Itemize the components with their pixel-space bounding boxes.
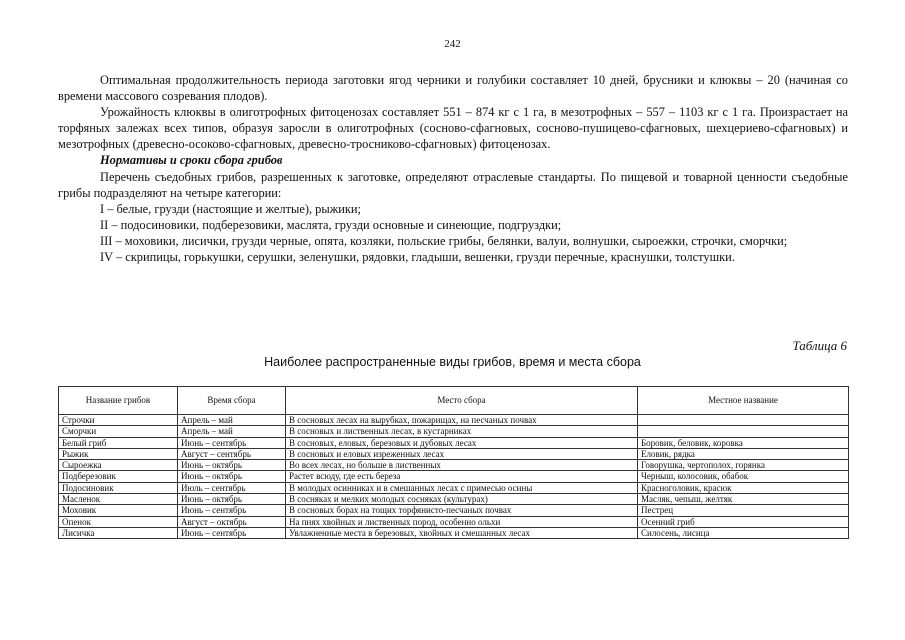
category-4: IV – скрипицы, горькушки, серушки, зеленушки, рядовки, гладыши, вешенки, грузди перечные, краснушки, толстушки. [100,250,735,265]
cell-name: Подосиновик [59,482,178,493]
cell-place: В сосновых лесах на вырубках, пожарищах, на песчаных почвах [286,415,638,426]
table-row [59,426,849,437]
cell-name: Строчки [59,415,178,426]
cell-time: Июнь – сентябрь [178,505,286,516]
table-row [59,460,849,471]
cell-time: Июнь – октябрь [178,471,286,482]
table-row [59,494,849,505]
header-time: Время сбора [178,387,286,415]
cell-name: Масленок [59,494,178,505]
table-row [59,505,849,516]
cell-place: На пнях хвойных и лиственных пород, особенно ольхи [286,516,638,527]
cell-local-name: Пестрец [638,505,849,516]
cell-place: В сосняках и мелких молодых сосняках (культурах) [286,494,638,505]
table-row [59,482,849,493]
table-title: Наиболее распространенные виды грибов, время и места сбора [264,355,641,369]
section-heading: Нормативы и сроки сбора грибов [100,153,283,168]
table-row [59,448,849,459]
cell-time: Июнь – октябрь [178,460,286,471]
table-row [59,527,849,538]
cell-time: Август – октябрь [178,516,286,527]
cell-local-name: Силосень, лисица [638,527,849,538]
table-caption: Таблица 6 [792,338,847,353]
cell-local-name: Боровик, беловик, коровка [638,437,849,448]
cell-place: Увлажненные места в березовых, хвойных и смешанных лесах [286,527,638,538]
cell-local-name: Осенний гриб [638,516,849,527]
cell-local-name: Говорушка, чертополох, горянка [638,460,849,471]
table-row [59,516,849,527]
header-name: Название грибов [59,387,178,415]
cell-local-name [638,426,849,437]
table-header-row [59,387,849,415]
cell-name: Подберезовик [59,471,178,482]
table-row [59,437,849,448]
category-2: II – подосиновики, подберезовики, маслята, грузди основные и синеющие, подгруздки; [100,217,562,232]
cell-name: Опенок [59,516,178,527]
cell-local-name: Масляк, чепыш, желтяк [638,494,849,505]
cell-name: Моховик [59,505,178,516]
cell-place: В сосновых и лиственных лесах, в кустарниках [286,426,638,437]
cell-time: Апрель – май [178,415,286,426]
cell-place: В сосновых борах на тощих торфянисто-песчаных почвах [286,505,638,516]
header-place: Место сбора [286,387,638,415]
cell-place: Растет всюду, где есть береза [286,471,638,482]
cell-local-name: Черныш, колосовик, обабок [638,471,849,482]
cell-name: Лисичка [59,527,178,538]
cell-name: Сыроежка [59,460,178,471]
cell-time: Июль – сентябрь [178,482,286,493]
paragraph-mushroom-categories-intro: Перечень съедобных грибов, разрешенных к заготовке, определяют отраслевые стандарты. По пищевой и товарной ценности съедобные грибы подразделяют на четыре категории: [58,169,848,200]
cell-time: Апрель – май [178,426,286,437]
header-local-name: Местное название [638,387,849,415]
page-number: 242 [444,38,461,50]
category-3: III – моховики, лисички, грузди черные, опята, козляки, польские грибы, белянки, валуи, волнушки, сыроежки, строчки, сморчки; [100,233,788,248]
table-row [59,471,849,482]
cell-time: Август – сентябрь [178,448,286,459]
cell-local-name: Красноголовик, красюк [638,482,849,493]
cell-time: Июнь – октябрь [178,494,286,505]
cell-time: Июнь – сентябрь [178,527,286,538]
cell-local-name: Еловик, рядка [638,448,849,459]
cell-local-name [638,415,849,426]
cell-place: В сосновых и еловых изреженных лесах [286,448,638,459]
paragraph-berries-period: Оптимальная продолжительность периода заготовки ягод черники и голубики составляет 10 дней, брусники и клюквы – 20 (начиная со времени массового созревания плодов). [58,73,848,104]
cell-place: Во всех лесах, но больше в лиственных [286,460,638,471]
category-1: I – белые, грузди (настоящие и желтые), рыжики; [100,201,361,216]
cell-name: Рыжик [59,448,178,459]
mushroom-table [58,386,849,539]
cell-time: Июнь – сентябрь [178,437,286,448]
cell-place: В молодых осинниках и в смешанных лесах с примесью осины [286,482,638,493]
table-row [59,415,849,426]
body-text [58,72,848,265]
paragraph-cranberry-yield: Урожайность клюквы в олиготрофных фитоценозах составляет 551 – 874 кг с 1 га, в мезотрофных – 557 – 1103 кг с 1 га. Произрастает на торфяных залежах всех типов, образуя заросли в олиготрофных (сосново-сфагновых, сосново-пушицево-сфагновых, шехцериево-сфагновых) и мезотрофных (древесно-осоково-сфагновых, древесно-тросниково-сфагновых) фитоценозах. [58,105,848,152]
cell-name: Белый гриб [59,437,178,448]
cell-place: В сосновых, еловых, березовых и дубовых лесах [286,437,638,448]
cell-name: Сморчки [59,426,178,437]
